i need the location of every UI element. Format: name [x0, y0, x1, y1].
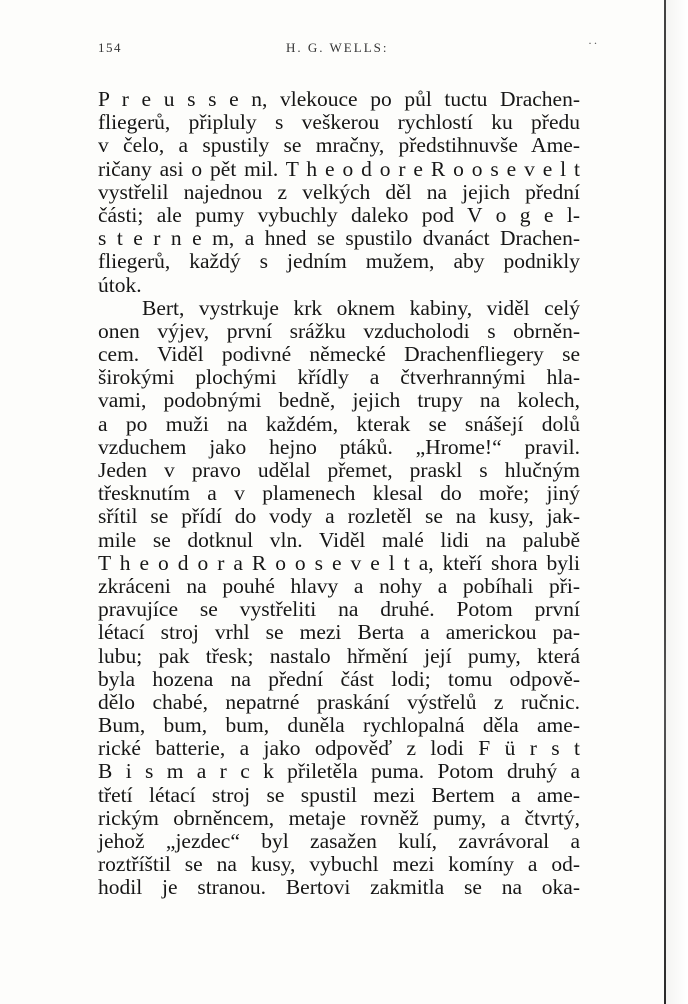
text-line: a po muži na každém, kterak se snášejí dolů: [98, 411, 580, 436]
text-line: vzduchem jako hejno ptáků. „Hrome!“ pravil.: [98, 434, 580, 459]
body-text: [98, 88, 580, 900]
text-line: s t e r n e m, a hned se spustilo dvanáct Drachen-: [98, 226, 580, 251]
paragraph-start-line: Bert, vystrkuje krk oknem kabiny, viděl celý: [142, 295, 580, 320]
binding-shadow: [666, 0, 688, 1004]
text-line: vystřelil najednou z velkých děl na jejich přední: [98, 179, 580, 204]
text-line: roztříštil se na kusy, vybuchl mezi komíny a od-: [98, 852, 580, 877]
text-line: vami, podobnými bedně, jejich trupy na kolech,: [98, 388, 580, 413]
text-line: mile se dotknul vln. Viděl malé lidi na palubě: [98, 527, 580, 552]
text-line: hodil je stranou. Bertovi zakmitla se na oka-: [98, 875, 580, 900]
text-line: pravujíce se vystřeliti na druhé. Potom první: [98, 597, 580, 622]
text-line: sřítil se přídí do vody a rozletěl se na kusy, jak-: [98, 504, 580, 529]
text-line: byla hozena na přední část lodi; tomu odpově-: [98, 666, 580, 691]
text-line: ričany asi o pět mil. T h e o d o r e R o o s e v e l t: [98, 156, 580, 181]
page-number: 154: [98, 40, 122, 55]
text-line: dělo chabé, nepatrné praskání výstřelů z ručnic.: [98, 689, 580, 714]
text-line: Bum, bum, bum, duněla rychlopalná děla ame-: [98, 713, 580, 738]
running-title: H. G. WELLS:: [286, 40, 389, 55]
text-line: jehož „jezdec“ byl zasažen kulí, zavrávoral a: [98, 829, 580, 853]
text-line: onen výjev, první srážku vzducholodi s obrněn-: [98, 318, 580, 343]
paragraph-end-line: útok.: [98, 272, 142, 297]
running-head: [98, 36, 599, 60]
text-line: zkráceni na pouhé hlavy a nohy a pobíhali při-: [98, 573, 580, 598]
text-line: třetí létací stroj se spustil mezi Bertem a ame-: [98, 782, 580, 807]
text-line: B i s m a r c k přiletěla puma. Potom druhý a: [98, 759, 580, 784]
text-line: části; ale pumy vybuchly daleko pod V o g e l-: [98, 202, 580, 227]
text-line: v čelo, a spustily se mračny, předstihnuvše Ame-: [98, 133, 580, 158]
text-line: třesknutím a v plamenech klesal do moře; jiný: [98, 481, 580, 506]
text-line: lubu; pak třesk; nastalo hřmění její pumy, která: [98, 643, 580, 668]
print-mark: ··: [588, 36, 599, 50]
binding-edge: [664, 0, 666, 1004]
text-line: širokými plochými křídly a čtverhrannými hla-: [98, 365, 580, 390]
text-line: cem. Viděl podivné německé Drachenfliegery se: [98, 342, 580, 367]
text-line: rické batterie, a jako odpověď z lodi F ü r s t: [98, 736, 580, 761]
text-line: Jeden v pravo udělal přemet, praskl s hlučným: [98, 458, 580, 482]
text-line: T h e o d o r a R o o s e v e l t a, kteří shora byli: [98, 550, 580, 575]
text-line: fliegerů, každý s jedním mužem, aby podnikly: [98, 249, 580, 274]
text-line: P r e u s s e n, vlekouce po půl tuctu Drachen-: [98, 87, 580, 111]
text-line: fliegerů, připluly s veškerou rychlostí ku předu: [98, 110, 580, 135]
text-line: rickým obrněncem, metaje rovněž pumy, a čtvrtý,: [98, 805, 580, 830]
text-line: létací stroj vrhl se mezi Berta a americkou pa-: [98, 620, 580, 645]
